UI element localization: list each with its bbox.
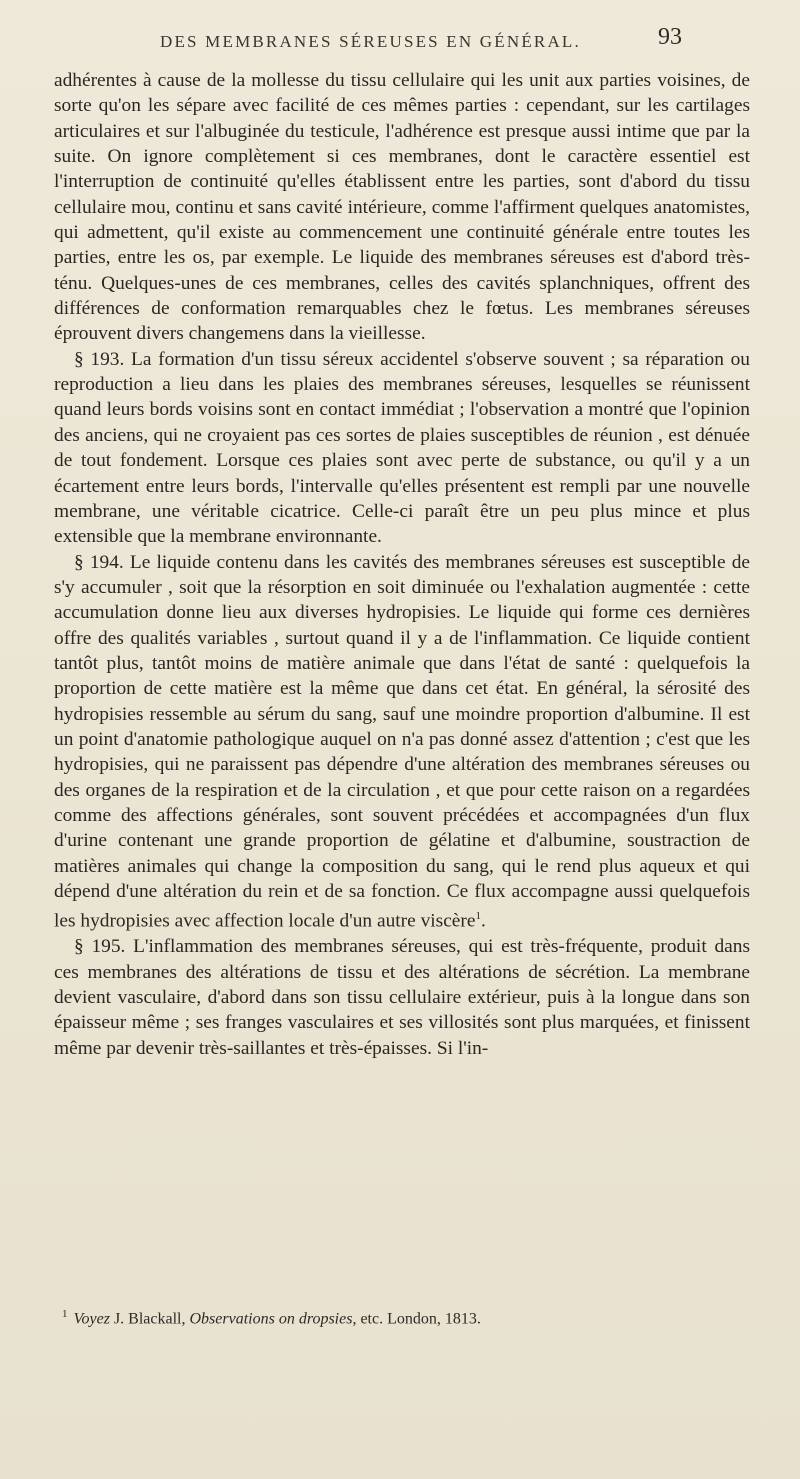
paragraph-continuation: adhérentes à cause de la mollesse du tissu cellulaire qui les unit aux parties voisines, de sorte qu'on les sépare avec facilité de ces mêmes parties : cependant, sur les cartilages articulaires et sur l'albuginée du testicule, l'adhérence est presque aussi intime que par la suite. On ignore complètement si ces membranes, dont le caractère essentiel est l'interruption de continuité qu'elles établissent entre les parties, sont d'abord du tissu cellulaire mou, continu et sans cavité intérieure, comme l'affirment quelques anatomistes, qui admettent, qu'il existe au commencement une continuité générale entre toutes les parties, entre les os, par exemple. Le liquide des membranes séreuses est d'abord très-ténu. Quelques-unes de ces membranes, celles des cavités splanchniques, offrent des différences de conformation remarquables chez le fœtus. Les membranes séreuses éprouvent divers changemens dans la vieillesse.: [54, 70, 750, 345]
running-title: DES MEMBRANES SÉREUSES EN GÉNÉRAL.: [160, 32, 581, 51]
body-text: [54, 68, 750, 1061]
footnote-prefix: Voyez: [73, 1310, 110, 1328]
section-194-text: § 194. Le liquide contenu dans les cavités des membranes séreuses est susceptible de s'y accumuler , soit que la résorption en soit diminuée ou l'exhalation augmentée : cette accumulation donne lieu aux diverses hydropisies. Le liquide qui forme ces dernières offre des qualités variables , surtout quand il y a de l'inflammation. Ce liquide contient tantôt plus, tantôt moins de matière animale que dans l'état de santé : quelquefois la proportion de cette matière est la même que dans cet état. En général, la sérosité des hydropisies ressemble au sérum du sang, sauf une moindre proportion d'albumine. Il est un point d'anatomie pathologique auquel on n'a pas donné assez d'attention ; c'est que les hydropisies, qui ne paraissent pas dépendre d'une altération des membranes séreuses ou des organes de la respiration et de la circulation , et que pour cette raison on a regardées comme des affections générales, sont souvent précédées et accompagnées d'un flux d'urine contenant une grande proportion de gélatine et d'albumine, soustraction de matières animales qui change la composition du sang, qui le rend plus aqueux et qui dépend d'une altération du rein et de sa fonction. Ce flux accompagne aussi quelquefois les hydropisies avec affection locale d'un autre viscère: [54, 551, 750, 932]
page-number: 93: [658, 24, 682, 50]
paragraph-section-195: § 195. L'inflammation des membranes séreuses, qui est très-fréquente, produit dans ces membranes des altérations de tissu et des altérations de sécrétion. La membrane devient vasculaire, d'abord dans son tissu cellulaire extérieur, puis à la longue dans son épaisseur même ; ses franges vasculaires et ses villosités sont plus marquées, et finissent même par devenir très-saillantes et très-épaisses. Si l'in-: [54, 936, 750, 1059]
footnote-rest: , etc. London, 1813.: [352, 1310, 481, 1328]
footnote-title: Observations on dropsies: [189, 1310, 353, 1328]
footnote-reference[interactable]: 1: [475, 910, 481, 923]
footnote-author: J. Blackall,: [109, 1310, 190, 1328]
running-head: [0, 24, 800, 66]
section-194-end: .: [480, 910, 486, 932]
paragraph-section-194: [54, 550, 750, 935]
paragraph-section-193: § 193. La formation d'un tissu séreux accidentel s'observe souvent ; sa réparation ou reproduction a lieu dans les plaies des membranes séreuses, lesquelles se réunissent quand leurs bords voisins sont en contact immédiat ; l'observation a montré que l'opinion des anciens, qui ne croyaient pas ces sortes de plaies susceptibles de réunion , est dénuée de tout fondement. Lorsque ces plaies sont avec perte de substance, ou qu'il y a un écartement entre leurs bords, l'intervalle qu'elles présentent est rempli par une nouvelle membrane, une véritable cicatrice. Celle-ci paraît être un peu plus mince et plus extensible que la membrane environnante.: [54, 348, 750, 548]
footnote-mark: 1: [62, 1308, 68, 1320]
footnote: [62, 1304, 742, 1329]
